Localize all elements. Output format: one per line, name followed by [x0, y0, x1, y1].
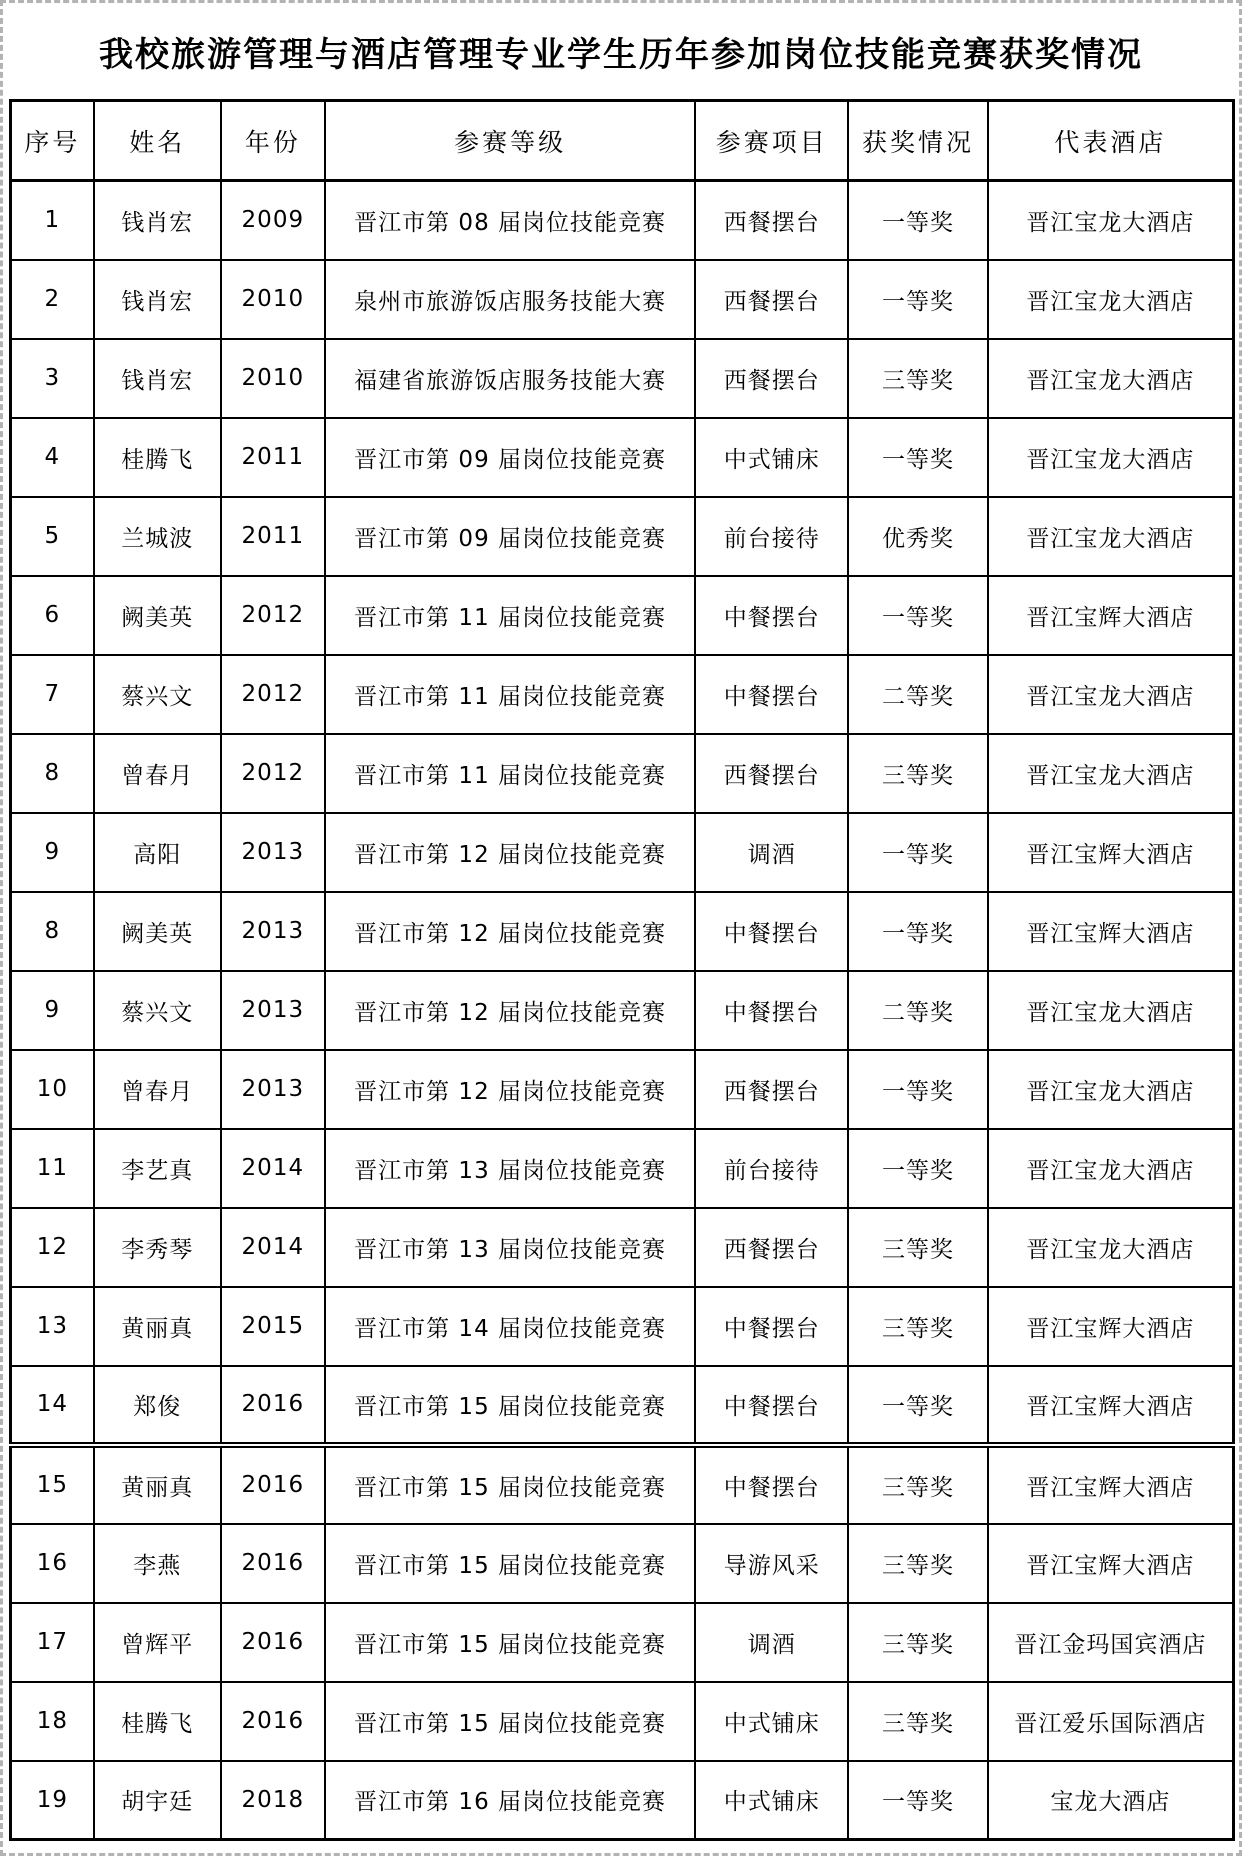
table-row	[11, 1366, 1234, 1445]
cell-year: 2018	[221, 1761, 325, 1840]
cell-year: 2011	[221, 497, 325, 576]
cell-index: 5	[11, 497, 94, 576]
table-row	[11, 1682, 1234, 1761]
cell-index: 14	[11, 1366, 94, 1445]
column-header-index: 序号	[11, 101, 94, 181]
cell-hotel: 晋江宝辉大酒店	[988, 1366, 1234, 1445]
cell-year: 2013	[221, 971, 325, 1050]
cell-event: 中式铺床	[695, 418, 848, 497]
table-row	[11, 418, 1234, 497]
cell-name: 钱肖宏	[94, 181, 221, 260]
cell-award: 三等奖	[848, 1445, 987, 1524]
cell-event: 导游风采	[695, 1524, 848, 1603]
cell-name: 高阳	[94, 813, 221, 892]
cell-event: 西餐摆台	[695, 181, 848, 260]
cell-award: 三等奖	[848, 1208, 987, 1287]
cell-hotel: 晋江宝龙大酒店	[988, 260, 1234, 339]
cell-name: 桂腾飞	[94, 1682, 221, 1761]
cell-year: 2016	[221, 1603, 325, 1682]
cell-competition: 晋江市第 09 届岗位技能竞赛	[325, 497, 696, 576]
cell-name: 曾辉平	[94, 1603, 221, 1682]
table-row	[11, 1603, 1234, 1682]
cell-award: 一等奖	[848, 1366, 987, 1445]
column-header-event: 参赛项目	[695, 101, 848, 181]
table-row	[11, 1445, 1234, 1524]
table-row	[11, 813, 1234, 892]
cell-year: 2016	[221, 1445, 325, 1524]
cell-name: 钱肖宏	[94, 260, 221, 339]
cell-competition: 晋江市第 15 届岗位技能竞赛	[325, 1445, 696, 1524]
cell-event: 中式铺床	[695, 1682, 848, 1761]
cell-year: 2013	[221, 1050, 325, 1129]
column-header-award: 获奖情况	[848, 101, 987, 181]
cell-competition: 晋江市第 12 届岗位技能竞赛	[325, 892, 696, 971]
cell-index: 1	[11, 181, 94, 260]
cell-hotel: 晋江宝龙大酒店	[988, 1050, 1234, 1129]
cell-award: 优秀奖	[848, 497, 987, 576]
cell-name: 李秀琴	[94, 1208, 221, 1287]
cell-name: 曾春月	[94, 1050, 221, 1129]
cell-competition: 泉州市旅游饭店服务技能大赛	[325, 260, 696, 339]
table-row	[11, 260, 1234, 339]
cell-hotel: 晋江爱乐国际酒店	[988, 1682, 1234, 1761]
cell-year: 2013	[221, 892, 325, 971]
cell-competition: 晋江市第 16 届岗位技能竞赛	[325, 1761, 696, 1840]
table-row	[11, 1129, 1234, 1208]
table-row	[11, 971, 1234, 1050]
table-row	[11, 892, 1234, 971]
cell-event: 中餐摆台	[695, 655, 848, 734]
cell-hotel: 晋江宝龙大酒店	[988, 734, 1234, 813]
cell-competition: 福建省旅游饭店服务技能大赛	[325, 339, 696, 418]
cell-event: 中餐摆台	[695, 892, 848, 971]
cell-hotel: 晋江宝龙大酒店	[988, 1208, 1234, 1287]
cell-year: 2012	[221, 734, 325, 813]
cell-competition: 晋江市第 09 届岗位技能竞赛	[325, 418, 696, 497]
cell-competition: 晋江市第 14 届岗位技能竞赛	[325, 1287, 696, 1366]
cell-name: 阙美英	[94, 892, 221, 971]
cell-competition: 晋江市第 12 届岗位技能竞赛	[325, 971, 696, 1050]
cell-award: 三等奖	[848, 734, 987, 813]
cell-award: 一等奖	[848, 260, 987, 339]
cell-competition: 晋江市第 08 届岗位技能竞赛	[325, 181, 696, 260]
cell-event: 西餐摆台	[695, 734, 848, 813]
cell-index: 9	[11, 813, 94, 892]
cell-year: 2015	[221, 1287, 325, 1366]
cell-award: 一等奖	[848, 418, 987, 497]
table-body	[11, 181, 1234, 1840]
cell-name: 桂腾飞	[94, 418, 221, 497]
cell-competition: 晋江市第 13 届岗位技能竞赛	[325, 1129, 696, 1208]
cell-index: 8	[11, 892, 94, 971]
cell-hotel: 晋江宝龙大酒店	[988, 971, 1234, 1050]
cell-competition: 晋江市第 15 届岗位技能竞赛	[325, 1524, 696, 1603]
cell-competition: 晋江市第 12 届岗位技能竞赛	[325, 1050, 696, 1129]
cell-hotel: 晋江宝辉大酒店	[988, 1287, 1234, 1366]
cell-hotel: 晋江金玛国宾酒店	[988, 1603, 1234, 1682]
cell-competition: 晋江市第 13 届岗位技能竞赛	[325, 1208, 696, 1287]
award-table	[9, 99, 1235, 1841]
table-row	[11, 1287, 1234, 1366]
cell-event: 中餐摆台	[695, 1445, 848, 1524]
cell-competition: 晋江市第 11 届岗位技能竞赛	[325, 655, 696, 734]
cell-year: 2014	[221, 1208, 325, 1287]
cell-index: 16	[11, 1524, 94, 1603]
cell-year: 2012	[221, 655, 325, 734]
cell-index: 17	[11, 1603, 94, 1682]
cell-award: 三等奖	[848, 1287, 987, 1366]
cell-name: 蔡兴文	[94, 655, 221, 734]
cell-hotel: 晋江宝辉大酒店	[988, 1524, 1234, 1603]
cell-competition: 晋江市第 12 届岗位技能竞赛	[325, 813, 696, 892]
cell-award: 三等奖	[848, 339, 987, 418]
cell-index: 4	[11, 418, 94, 497]
cell-hotel: 晋江宝龙大酒店	[988, 339, 1234, 418]
cell-year: 2016	[221, 1366, 325, 1445]
cell-award: 三等奖	[848, 1524, 987, 1603]
cell-name: 黄丽真	[94, 1287, 221, 1366]
cell-event: 西餐摆台	[695, 339, 848, 418]
cell-competition: 晋江市第 15 届岗位技能竞赛	[325, 1682, 696, 1761]
cell-hotel: 晋江宝辉大酒店	[988, 1445, 1234, 1524]
cell-competition: 晋江市第 11 届岗位技能竞赛	[325, 576, 696, 655]
cell-event: 中餐摆台	[695, 971, 848, 1050]
table-row	[11, 1761, 1234, 1840]
cell-competition: 晋江市第 15 届岗位技能竞赛	[325, 1603, 696, 1682]
table-row	[11, 1524, 1234, 1603]
cell-award: 一等奖	[848, 813, 987, 892]
column-header-hotel: 代表酒店	[988, 101, 1234, 181]
cell-index: 19	[11, 1761, 94, 1840]
cell-index: 3	[11, 339, 94, 418]
cell-index: 8	[11, 734, 94, 813]
column-header-name: 姓名	[94, 101, 221, 181]
cell-year: 2013	[221, 813, 325, 892]
page-title: 我校旅游管理与酒店管理专业学生历年参加岗位技能竞赛获奖情况	[99, 34, 1143, 75]
cell-event: 调酒	[695, 1603, 848, 1682]
table-row	[11, 1050, 1234, 1129]
cell-award: 一等奖	[848, 181, 987, 260]
cell-award: 一等奖	[848, 1050, 987, 1129]
cell-hotel: 晋江宝龙大酒店	[988, 1129, 1234, 1208]
cell-event: 西餐摆台	[695, 260, 848, 339]
cell-name: 李艺真	[94, 1129, 221, 1208]
cell-index: 18	[11, 1682, 94, 1761]
cell-event: 中餐摆台	[695, 576, 848, 655]
cell-name: 李燕	[94, 1524, 221, 1603]
cell-index: 15	[11, 1445, 94, 1524]
cell-index: 12	[11, 1208, 94, 1287]
cell-name: 胡宇廷	[94, 1761, 221, 1840]
cell-year: 2011	[221, 418, 325, 497]
cell-index: 2	[11, 260, 94, 339]
cell-award: 三等奖	[848, 1603, 987, 1682]
cell-year: 2010	[221, 339, 325, 418]
cell-name: 阙美英	[94, 576, 221, 655]
cell-event: 西餐摆台	[695, 1050, 848, 1129]
column-header-competition: 参赛等级	[325, 101, 696, 181]
cell-event: 调酒	[695, 813, 848, 892]
column-header-year: 年份	[221, 101, 325, 181]
cell-name: 郑俊	[94, 1366, 221, 1445]
cell-hotel: 晋江宝辉大酒店	[988, 813, 1234, 892]
cell-name: 钱肖宏	[94, 339, 221, 418]
table-row	[11, 576, 1234, 655]
cell-hotel: 晋江宝辉大酒店	[988, 892, 1234, 971]
cell-award: 一等奖	[848, 892, 987, 971]
table-row	[11, 655, 1234, 734]
table-row	[11, 734, 1234, 813]
cell-index: 10	[11, 1050, 94, 1129]
cell-index: 6	[11, 576, 94, 655]
cell-year: 2009	[221, 181, 325, 260]
cell-year: 2016	[221, 1524, 325, 1603]
cell-index: 9	[11, 971, 94, 1050]
cell-competition: 晋江市第 11 届岗位技能竞赛	[325, 734, 696, 813]
cell-hotel: 晋江宝龙大酒店	[988, 497, 1234, 576]
cell-hotel: 晋江宝辉大酒店	[988, 576, 1234, 655]
cell-hotel: 晋江宝龙大酒店	[988, 181, 1234, 260]
cell-year: 2014	[221, 1129, 325, 1208]
table-row	[11, 181, 1234, 260]
cell-year: 2012	[221, 576, 325, 655]
cell-award: 二等奖	[848, 971, 987, 1050]
cell-hotel: 宝龙大酒店	[988, 1761, 1234, 1840]
cell-award: 一等奖	[848, 1129, 987, 1208]
cell-event: 中餐摆台	[695, 1366, 848, 1445]
cell-competition: 晋江市第 15 届岗位技能竞赛	[325, 1366, 696, 1445]
table-header-row	[11, 101, 1234, 181]
cell-name: 蔡兴文	[94, 971, 221, 1050]
cell-event: 西餐摆台	[695, 1208, 848, 1287]
cell-index: 13	[11, 1287, 94, 1366]
cell-index: 7	[11, 655, 94, 734]
cell-name: 曾春月	[94, 734, 221, 813]
cell-index: 11	[11, 1129, 94, 1208]
cell-name: 兰城波	[94, 497, 221, 576]
cell-event: 前台接待	[695, 497, 848, 576]
table-row	[11, 497, 1234, 576]
cell-event: 前台接待	[695, 1129, 848, 1208]
cell-award: 一等奖	[848, 1761, 987, 1840]
table-row	[11, 339, 1234, 418]
cell-event: 中餐摆台	[695, 1287, 848, 1366]
cell-award: 三等奖	[848, 1682, 987, 1761]
cell-hotel: 晋江宝龙大酒店	[988, 655, 1234, 734]
cell-year: 2016	[221, 1682, 325, 1761]
cell-hotel: 晋江宝龙大酒店	[988, 418, 1234, 497]
table-row	[11, 1208, 1234, 1287]
cell-award: 一等奖	[848, 576, 987, 655]
cell-year: 2010	[221, 260, 325, 339]
title-block	[9, 3, 1233, 99]
cell-name: 黄丽真	[94, 1445, 221, 1524]
cell-award: 二等奖	[848, 655, 987, 734]
cell-event: 中式铺床	[695, 1761, 848, 1840]
